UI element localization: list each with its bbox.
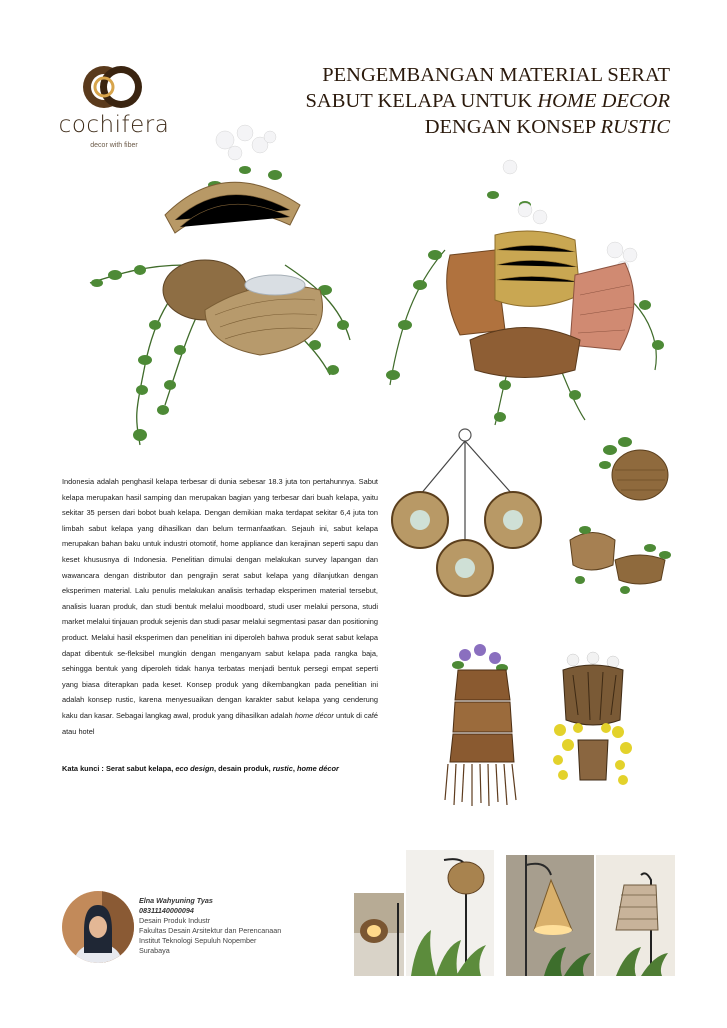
photo-lamp-fringe <box>596 855 675 976</box>
product-planter-cluster <box>375 155 675 430</box>
author-name: Elna Wahyuning Tyas <box>139 896 213 905</box>
author-avatar <box>62 891 134 963</box>
product-tiered-fringe-planter <box>440 640 525 810</box>
abstract-text: Indonesia adalah penghasil kelapa terbesar di dunia sebesar 18.3 juta ton pertahunnya. Sabut kelapa merupakan hasil samping dan merupakan bagian yang terbesar dari buah kelapa, yaitu sekitar 35 persen dari bobot buah kelapa. Dengan demikian maka terdapat sekitar 6,4 juta ton limbah sabut kelapa yang dihasilkan dan belum termanfaatkan. Sejauh ini, sabut kelapa merupakan bahan baku untuk industri otomotif, home appliance dan kerajinan seperti sapu dan keset khususnya di Indonesia. Penelitian dimulai dengan melakukan survey lapangan dan wawancara dengan distributor dan pengrajin serat sabut kelapa yang dilanjutkan dengan eksperimen material. Lalu penulis melakukan analisis terhadap eksperimen material tersebut, analisis luaran produk, dan studi bentuk melalui moodboard, studi user melalui persona, studi market melalui tinjauan produk sejenis dan studi pasar melalui segmentasi pasar dan positioning product. Melalui hasil eksperimen dan penelitian ini diperoleh bahwa produk serat sabut kelapa dapat dibentuk se-fleksibel mungkin dengan menganyam sabut kelapa pada rangka baja, sehingga bentuk yang diperoleh tidak hanya terbatas menjadi bentuk persegi empat seperti yang biasa diterapkan pada keset. Konsep produk yang dikembangkan pada penelitian ini adalah konsep rustic, karena menyesuaikan dengan karakter sabut kelapa yang cenderung kaku dan kasar. Sebagai langkag awal, produk yang dihasilkan adalah home décor untuk di café atau hotel <box>62 477 378 736</box>
author-dept: Desain Produk Industr <box>139 916 211 925</box>
brand-tagline: decor with fiber <box>90 142 138 149</box>
keywords: Kata kunci : Serat sabut kelapa, eco design, desain produk, rustic, home décor <box>62 764 339 773</box>
author-city: Surabaya <box>139 946 170 955</box>
author-faculty: Fakultas Desain Arsitektur dan Perencanaan <box>139 926 282 935</box>
photo-lamp-round <box>406 850 494 976</box>
product-hanging-planter-large <box>85 115 360 455</box>
brand-name: cochifera <box>58 112 170 138</box>
title-line-3: DENGAN KONSEP RUSTIC <box>424 116 670 138</box>
product-small-wall-planters <box>565 430 685 620</box>
product-wall-planter-yellow <box>548 650 638 800</box>
product-triple-round-hanger <box>385 425 555 600</box>
author-info <box>139 896 339 956</box>
photo-lamp-small <box>354 893 404 976</box>
title-line-1: PENGEMBANGAN MATERIAL SERAT <box>322 64 670 86</box>
cochifera-logo-icon <box>82 60 144 112</box>
title-line-2: SABUT KELAPA UNTUK HOME DECOR <box>305 90 670 112</box>
photo-lamp-cone <box>506 855 594 976</box>
author-id: 08311140000094 <box>139 906 194 915</box>
author-institute: Institut Teknologi Sepuluh Nopember <box>139 936 257 945</box>
